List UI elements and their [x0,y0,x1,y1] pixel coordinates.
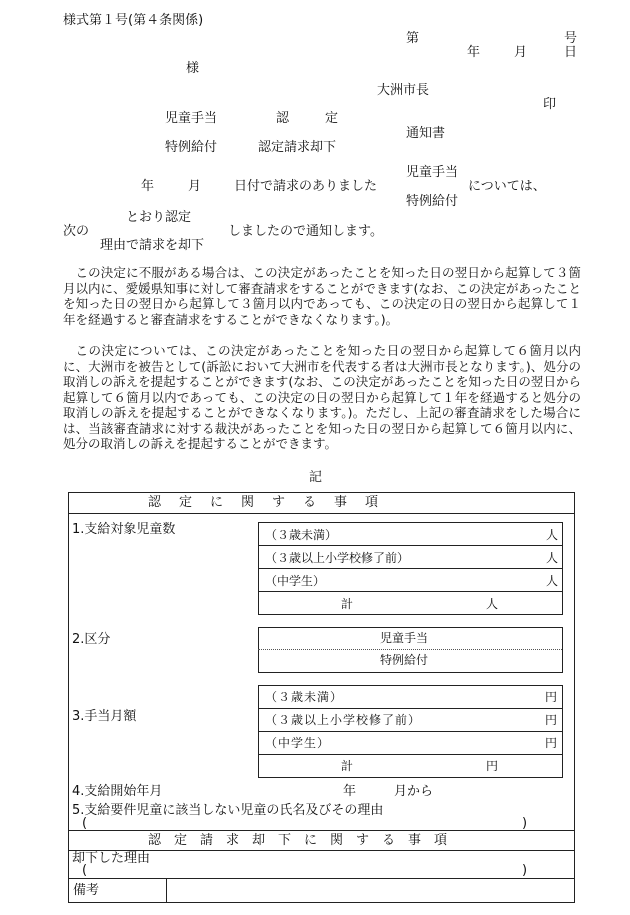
amount-row-unit: 円 [545,690,558,704]
body-kind-top: 児童手当 [406,165,459,180]
body-tsuiteha: については、 [468,179,546,194]
item-5-label: 5.支給要件児童に該当しない児童の氏名及びその理由 [72,803,384,818]
rejection-reason-label: 却下した理由 [72,851,151,866]
ki-mark: 記 [309,470,323,485]
amount-row-unit: 円 [545,713,558,727]
lawsuit-paragraph: この決定については、この決定があったことを知った日の翌日から起算して６箇月以内に、大洲市を被告として(訴訟において大洲市を代表する者は大洲市長となります。)、処分の取消しの訴えを提起することができます(なお、この決定があったことを知った日の翌日から起算して６箇月以内であっても、この決定の日の翌日から起算して１年を経過すると処分の取消しの訴えを提起することができなくなります。)。ただし、上記の審査請求をした場合には、当該審査請求に対する裁決があったことを知った日の翌日から起算して６箇月以内に、処分の取消しの訴えを提起することができます。 [63,343,581,451]
children-row-unit: 人 [546,551,559,565]
children-row-label: （３歳未満） [265,528,338,542]
body-date-text: 日付で請求のありました [234,179,378,194]
item-1-label: 1.支給対象児童数 [72,522,176,537]
amount-row-label: （中学生） [265,736,331,750]
children-row-label: （中学生） [265,574,326,588]
form-label: 様式第１号(第４条関係) [63,13,204,28]
body-tsugi-no: 次の [63,224,90,239]
number-dai: 第 [406,31,420,46]
amount-row-label: （３歳以上小学校修了前） [265,713,422,727]
seal-mark: 印 [543,97,557,112]
appeal-paragraph: この決定に不服がある場合は、この決定があったことを知った日の翌日から起算して３箇月以内に、愛媛県知事に対して審査請求をすることができます(なお、この決定があったことを知った日の翌日から起算して３箇月以内であっても、この決定の日の翌日から起算して１年を経過すると審査請求をすることができなくなります。)。 [63,265,581,327]
number-go: 号 [564,31,578,46]
item-4-label: 4.支給開始年月 [72,784,163,799]
body-year: 年 [141,179,155,194]
amount-row-unit: 円 [545,736,558,750]
date-month: 月 [514,45,528,60]
mayor-name: 大洲市長 [377,83,430,98]
item-2-label: 2.区分 [72,632,111,647]
item-5-paren-close: ) [522,816,528,831]
rejection-header: 認定請求却下に関する事項 [148,833,461,848]
table-header: 認定に関する事項 [148,495,397,510]
body-riyu-kyakka: 理由で請求を却下 [100,238,205,253]
children-row-unit: 人 [546,528,559,542]
title-tokurei: 特例給付 [165,140,218,155]
date-day: 日 [564,45,578,60]
children-total-label: 計 [341,597,354,611]
item-4-month-from: 月から [394,784,434,799]
title-tei: 定 [325,111,339,126]
item-5-paren-open: ( [82,816,88,831]
rejection-paren-open: ( [82,863,88,878]
title-jidouteate: 児童手当 [165,111,218,126]
remarks-label: 備考 [73,883,100,898]
children-total-unit: 人 [486,597,499,611]
kubun-option: 児童手当 [380,631,429,645]
body-notice: しましたので通知します。 [228,224,383,239]
children-row-label: （３歳以上小学校修了前） [265,551,410,565]
title-nintei-kyakka: 認定請求却下 [258,140,337,155]
amount-total-label: 計 [341,759,354,773]
body-tori-nintei: とおり認定 [126,210,192,225]
addressee-sama: 様 [186,61,200,76]
item-3-label: 3.手当月額 [72,709,137,724]
children-row-unit: 人 [546,574,559,588]
title-tsuchisho: 通知書 [406,126,446,141]
body-kind-bottom: 特例給付 [406,194,459,209]
amount-total-unit: 円 [486,759,499,773]
amount-row-label: （３歳未満） [265,690,344,704]
kubun-option: 特例給付 [380,653,429,667]
item-4-year: 年 [343,784,357,799]
date-year: 年 [467,45,481,60]
rejection-paren-close: ) [522,863,528,878]
title-nin: 認 [276,111,290,126]
body-month: 月 [188,179,202,194]
